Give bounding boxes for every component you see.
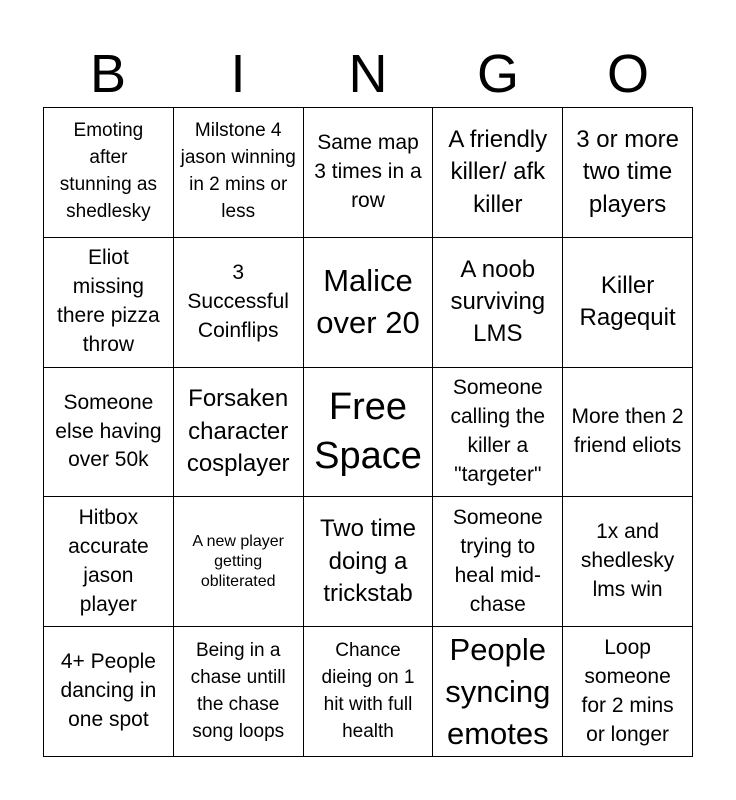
bingo-cell[interactable] — [433, 627, 563, 757]
bingo-cell[interactable] — [433, 497, 563, 627]
bingo-board — [43, 107, 693, 757]
bingo-header — [43, 40, 693, 108]
bingo-cell[interactable] — [44, 238, 174, 368]
cell-text: Free Space — [314, 386, 422, 477]
bingo-cell[interactable] — [174, 368, 304, 498]
bingo-cell[interactable] — [44, 108, 174, 238]
bingo-cell[interactable] — [563, 627, 693, 757]
bingo-cell[interactable] — [174, 497, 304, 627]
bingo-cell[interactable] — [304, 627, 434, 757]
bingo-cell[interactable] — [433, 108, 563, 238]
cell-text: Someone trying to heal mid-chase — [452, 505, 543, 616]
bingo-cell[interactable] — [563, 368, 693, 498]
bingo-cell[interactable] — [563, 108, 693, 238]
cell-text: Someone calling the killer a "targeter" — [450, 376, 546, 486]
bingo-cell[interactable] — [563, 238, 693, 368]
cell-text: Same map 3 times in a row — [314, 130, 422, 212]
cell-text: Hitbox accurate jason player — [68, 505, 149, 616]
cell-text: A new player getting obliterated — [192, 532, 284, 590]
cell-text: More then 2 friend eliots — [571, 405, 684, 457]
header-letter-b: B — [89, 44, 127, 104]
header-letter-n: N — [348, 44, 388, 104]
bingo-cell[interactable] — [44, 368, 174, 498]
header-letter-g: G — [476, 44, 519, 104]
bingo-cell[interactable] — [174, 238, 304, 368]
cell-text: Emoting after stunning as shedlesky — [59, 120, 157, 223]
header-letter-i: I — [230, 44, 246, 104]
free-space-cell[interactable] — [304, 368, 434, 498]
cell-text: A friendly killer/ afk killer — [448, 125, 548, 218]
cell-text: Chance dieing on 1 hit with full health — [321, 639, 415, 742]
cell-text: People syncing emotes — [445, 631, 551, 751]
bingo-cell[interactable] — [174, 108, 304, 238]
bingo-cell[interactable] — [433, 368, 563, 498]
bingo-cell[interactable] — [174, 627, 304, 757]
cell-text: Eliot missing there pizza throw — [57, 246, 160, 357]
cell-text: Someone else having over 50k — [55, 390, 162, 472]
bingo-cell[interactable] — [563, 497, 693, 627]
bingo-cell[interactable] — [433, 238, 563, 368]
bingo-cell[interactable] — [304, 497, 434, 627]
cell-text: 3 or more two time players — [576, 125, 679, 218]
bingo-cell[interactable] — [44, 497, 174, 627]
cell-text: Milstone 4 jason winning in 2 mins or less — [180, 120, 296, 223]
bingo-cell[interactable] — [304, 238, 434, 368]
bingo-cell[interactable] — [304, 108, 434, 238]
cell-text: 3 Successful Coinflips — [187, 260, 289, 342]
cell-text: 4+ People dancing in one spot — [60, 650, 157, 732]
bingo-cell[interactable] — [44, 627, 174, 757]
cell-text: A noob surviving LMS — [450, 255, 546, 348]
cell-text: Forsaken character cosplayer — [186, 385, 290, 478]
header-letter-o: O — [606, 44, 649, 104]
cell-text: Malice over 20 — [316, 263, 420, 341]
cell-text: Being in a chase untill the chase song loops — [190, 639, 286, 742]
cell-text: 1x and shedlesky lms win — [580, 520, 675, 602]
cell-text: Killer Ragequit — [579, 271, 676, 332]
cell-text: Two time doing a trickstab — [319, 515, 416, 607]
cell-text: Loop someone for 2 mins or longer — [581, 635, 674, 746]
